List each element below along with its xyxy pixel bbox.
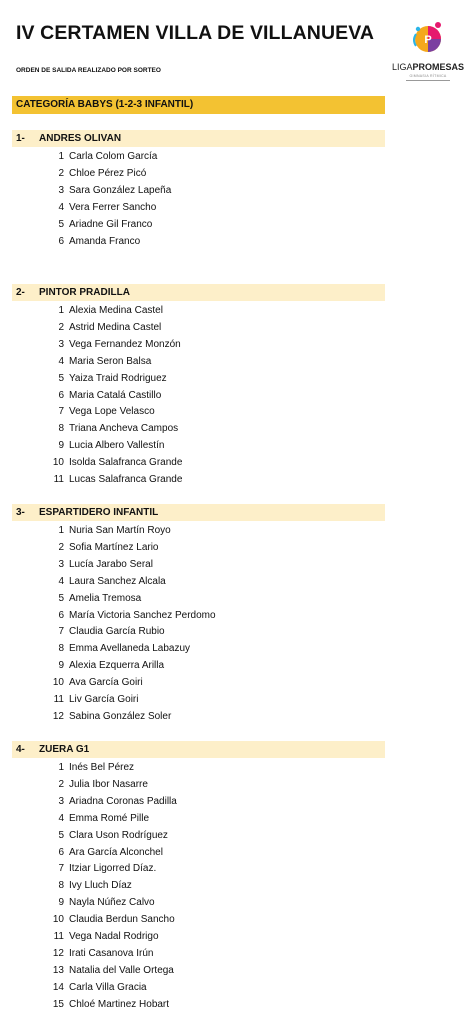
entry-number: 5 (58, 829, 64, 841)
entry-number: 4 (58, 355, 64, 367)
entry-name: Julia Ibor Nasarre (69, 778, 148, 790)
entry-name: Isolda Salafranca Grande (69, 457, 183, 469)
entry-name: Vega Fernandez Monzón (69, 338, 181, 350)
page-title: IV CERTAMEN VILLA DE VILLANUEVA (16, 22, 375, 44)
entry-number: 6 (58, 235, 64, 247)
entry-name: Ara García Alconchel (69, 846, 163, 858)
logo-icon (408, 18, 448, 58)
category-header: CATEGORÍA BABYS (1-2-3 INFANTIL) (12, 96, 385, 114)
entry-name: Nuria San Martín Royo (69, 525, 171, 536)
entry-number: 13 (52, 964, 64, 976)
entry-name: Vera Ferrer Sancho (69, 201, 157, 213)
entry-number: 10 (52, 677, 64, 689)
entry-name: Alexia Medina Castel (69, 305, 163, 316)
entry-number: 1 (58, 151, 64, 162)
entry-name: Claudia García Rubio (69, 626, 165, 638)
entry-number: 11 (53, 474, 64, 485)
entry-name: Alexia Ezquerra Arilla (69, 660, 165, 672)
entry-name: Vega Lope Velasco (69, 406, 155, 418)
entry-number: 3 (58, 558, 64, 570)
entry-number: 9 (58, 660, 64, 672)
entry-number: 15 (52, 998, 64, 1010)
entry-name: Clara Uson Rodríguez (69, 829, 168, 841)
entry-number: 6 (58, 609, 64, 621)
group-number: 3- (16, 507, 25, 518)
group-number: 1- (16, 133, 25, 144)
entry-name: Inés Bel Pérez (69, 762, 135, 773)
entry-number: 3 (58, 184, 64, 196)
entry-name: Maria Catalá Castillo (69, 389, 162, 401)
entry-number: 2 (58, 541, 64, 553)
entry-name: Laura Sanchez Alcala (69, 575, 166, 587)
entry-number: 2 (58, 321, 64, 333)
entry-name: Vega Nadal Rodrigo (69, 931, 159, 942)
entry-name: Nayla Núñez Calvo (69, 897, 155, 909)
entry-name: Ivy Lluch Díaz (69, 880, 132, 892)
group-name: ZUERA G1 (39, 744, 90, 755)
entry-number: 2 (58, 778, 64, 790)
liga-promesas-logo (392, 16, 464, 84)
entry-number: 4 (58, 812, 64, 824)
entry-number: 9 (58, 440, 64, 452)
logo-wordmark: LIGAPROMESAS (392, 62, 465, 72)
entry-number: 10 (52, 914, 64, 926)
entry-name: Carla Colom García (69, 151, 158, 162)
logo-tagline: GIMNASIA RÍTMICA (409, 74, 447, 78)
entry-number: 7 (58, 863, 64, 875)
group-name: ESPARTIDERO INFANTIL (39, 507, 159, 518)
entry-name: Chloe Pérez Picó (69, 167, 147, 179)
entry-name: Yaiza Traid Rodriguez (69, 372, 167, 384)
entry-name: Liv García Goiri (69, 694, 139, 705)
entry-number: 3 (58, 338, 64, 350)
logo-divider (406, 80, 450, 81)
entry-number: 6 (58, 846, 64, 858)
entry-number: 4 (58, 575, 64, 587)
group-name: PINTOR PRADILLA (39, 287, 130, 298)
entry-name: Astrid Medina Castel (69, 321, 162, 333)
entry-name: Lucia Albero Vallestín (69, 440, 165, 452)
group-header (12, 504, 385, 521)
entry-name: Sofia Martínez Lario (69, 541, 159, 553)
entry-name: Itziar Ligorred Díaz. (69, 863, 157, 875)
entry-name: Irati Casanova Irún (69, 947, 154, 959)
entry-number: 5 (58, 218, 64, 230)
entry-name: Chloé Martinez Hobart (69, 998, 170, 1010)
entry-name: Claudia Berdun Sancho (69, 914, 175, 926)
entry-name: Amelia Tremosa (69, 592, 142, 604)
group-header (12, 130, 385, 147)
entry-number: 12 (52, 710, 64, 722)
entry-name: Emma Avellaneda Labazuy (69, 643, 191, 655)
entry-name: Ariadna Coronas Padilla (69, 795, 177, 807)
entry-number: 14 (52, 981, 64, 993)
entry-number: 4 (58, 201, 64, 213)
entry-name: Emma Romé Pille (69, 812, 150, 824)
group-name: ANDRES OLIVAN (39, 133, 122, 144)
svg-text:P: P (424, 34, 432, 46)
entry-name: Ava García Goiri (69, 677, 143, 689)
entry-name: Amanda Franco (69, 235, 141, 247)
entry-number: 5 (58, 592, 64, 604)
entry-number: 2 (58, 167, 64, 179)
entry-number: 3 (58, 795, 64, 807)
entry-name: Ariadne Gil Franco (69, 218, 153, 230)
entry-name: Carla Villa Gracia (69, 981, 147, 993)
entry-number: 8 (58, 643, 64, 655)
entry-name: Sabina González Soler (69, 710, 172, 722)
group-header (12, 741, 385, 758)
entry-name: Natalia del Valle Ortega (69, 964, 174, 976)
entry-name: Maria Seron Balsa (69, 355, 152, 367)
entry-number: 9 (58, 897, 64, 909)
entry-name: Triana Ancheva Campos (69, 423, 179, 435)
group-number: 4- (16, 744, 25, 755)
group-number: 2- (16, 287, 25, 298)
entry-number: 8 (58, 423, 64, 435)
entry-number: 11 (53, 694, 64, 705)
entry-name: María Victoria Sanchez Perdomo (69, 609, 216, 621)
entry-number: 1 (58, 762, 64, 773)
entry-number: 12 (52, 947, 64, 959)
entry-number: 1 (58, 305, 64, 316)
entry-number: 6 (58, 389, 64, 401)
entry-name: Lucas Salafranca Grande (69, 474, 183, 485)
entry-number: 10 (52, 457, 64, 469)
group-header (12, 284, 385, 301)
entry-name: Lucía Jarabo Seral (69, 558, 153, 570)
page-subtitle: ORDEN DE SALIDA REALIZADO POR SORTEO (16, 67, 161, 74)
entry-number: 1 (58, 525, 64, 536)
entry-name: Sara González Lapeña (69, 184, 172, 196)
entry-number: 5 (58, 372, 64, 384)
entry-number: 7 (58, 626, 64, 638)
entry-number: 11 (53, 931, 64, 942)
entry-number: 7 (58, 406, 64, 418)
entry-number: 8 (58, 880, 64, 892)
